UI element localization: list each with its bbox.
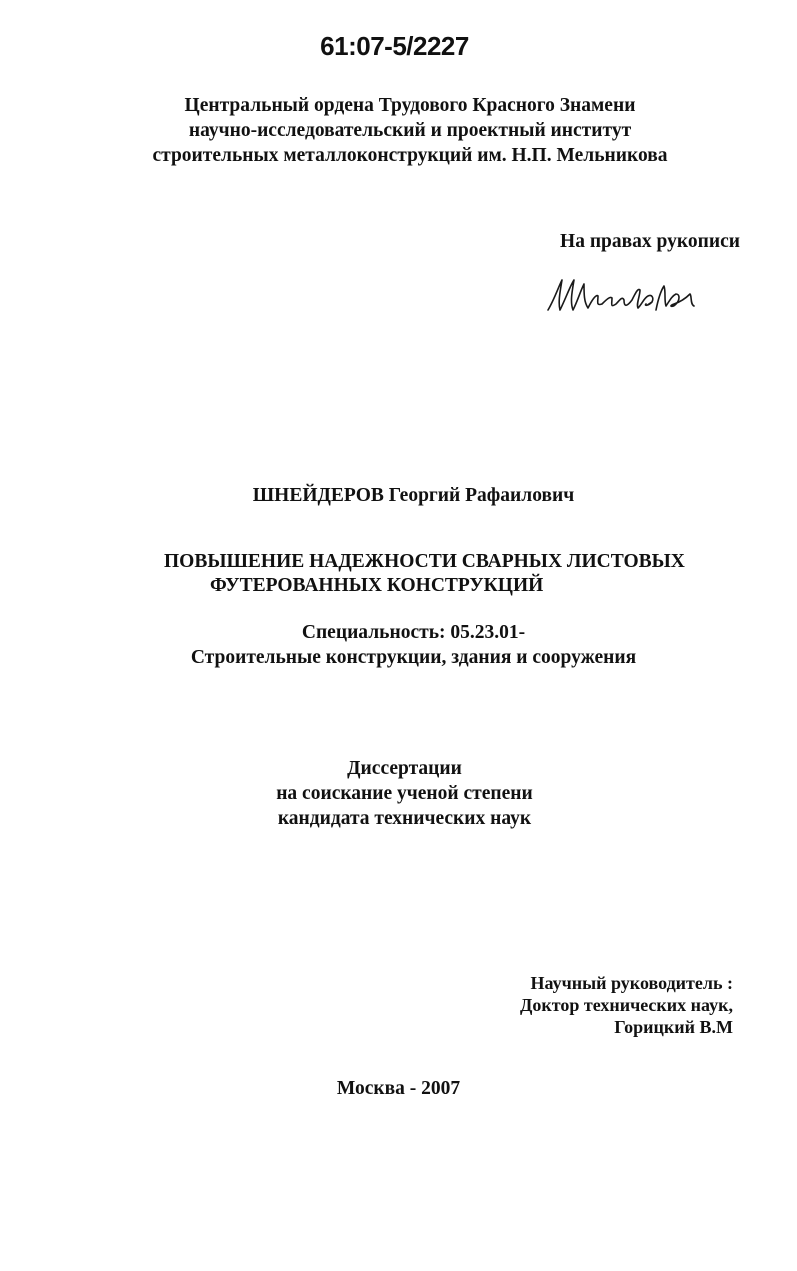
degree-line-2: на соискание ученой степени xyxy=(276,783,533,804)
institute-line-3: строительных металлоконструкций им. Н.П. Мельникова xyxy=(152,145,668,166)
handwritten-signature xyxy=(540,270,700,320)
specialty-name: Строительные конструкции, здания и сооружения xyxy=(190,647,637,668)
institute-line-2: научно-исследовательский и проектный институт xyxy=(188,120,632,141)
institute-name xyxy=(100,93,720,168)
advisor-line-3: Горицкий В.М xyxy=(614,1017,733,1037)
specialty xyxy=(0,620,797,670)
advisor-line-2: Доктор технических наук, xyxy=(519,995,733,1015)
archive-code xyxy=(0,31,797,62)
institute-line-1: Центральный ордена Трудового Красного Знамени xyxy=(184,95,636,116)
title-line-2: ФУТЕРОВАННЫХ КОНСТРУКЦИЙ xyxy=(210,575,544,596)
manuscript-rights: На правах рукописи xyxy=(560,231,740,252)
author-surname: ШНЕЙДЕРОВ xyxy=(252,485,384,506)
scientific-advisor xyxy=(450,972,733,1038)
degree-line-1: Диссертации xyxy=(347,758,462,779)
archive-code-text: 61:07-5/2227 xyxy=(320,31,469,61)
advisor-line-1: Научный руководитель : xyxy=(530,973,733,993)
degree-statement xyxy=(0,756,797,831)
degree-line-3: кандидата технических наук xyxy=(277,808,532,829)
specialty-label: Специальность: 05.23.01- xyxy=(301,622,526,643)
author-name xyxy=(0,485,797,507)
author-given-names: Георгий Рафаилович xyxy=(388,485,575,506)
city-year: Москва - 2007 xyxy=(336,1078,461,1099)
title-line-1: ПОВЫШЕНИЕ НАДЕЖНОСТИ СВАРНЫХ ЛИСТОВЫХ xyxy=(164,551,685,572)
